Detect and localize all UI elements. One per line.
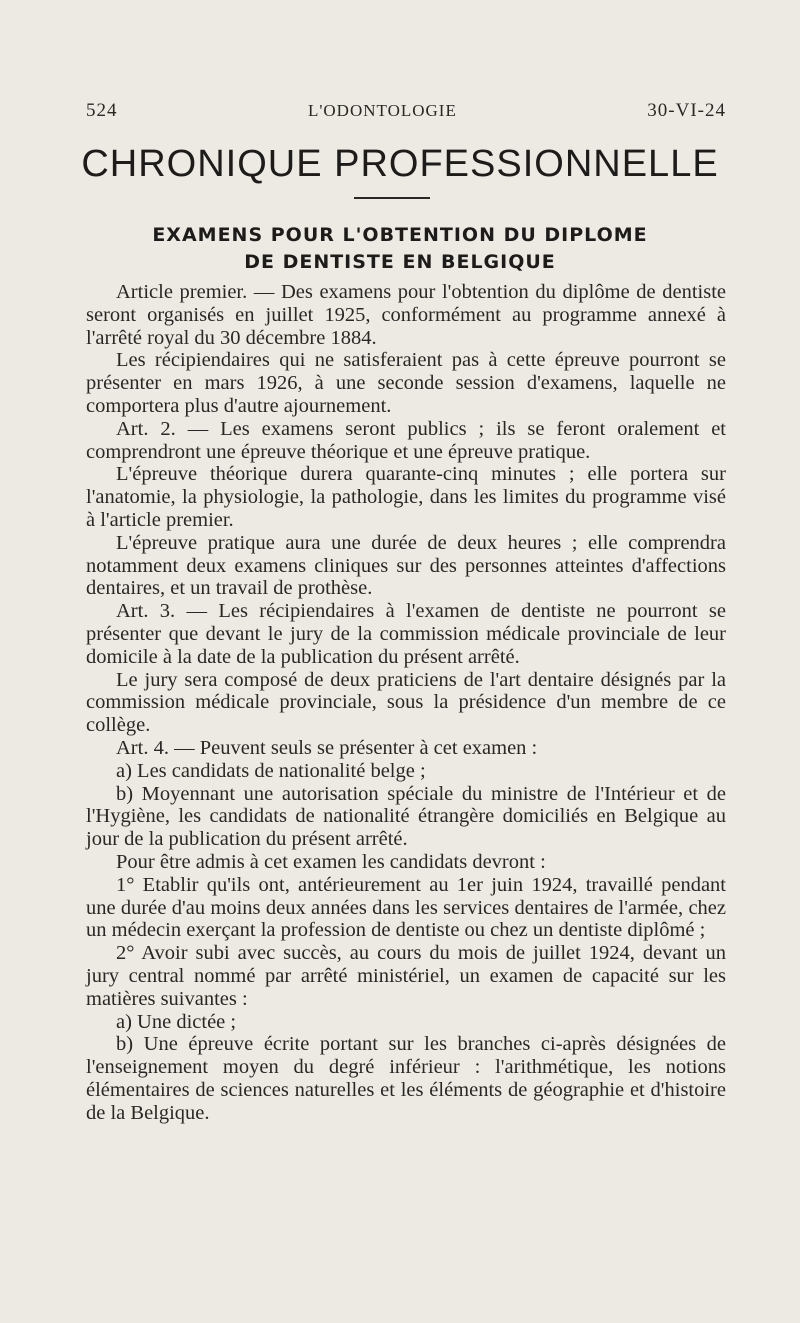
paragraph: L'épreuve pratique aura une durée de deux heures ; elle comprendra notamment deux examens cliniques sur des personnes atteintes d'affections dentaires, et un travail de prothèse. xyxy=(86,531,726,600)
paragraph: Art. 4. — Peuvent seuls se présenter à cet examen : xyxy=(116,736,538,759)
paragraph: 2° Avoir subi avec succès, au cours du mois de juillet 1924, devant un jury central nommé par arrêté ministériel, un examen de capacité sur les matières suivantes : xyxy=(86,942,726,1010)
paragraph: Art. 3. — Les récipiendaires à l'examen de dentiste ne pourront se présenter que devant le jury de la commission médicale provinciale de leur domicile à la date de la publication du présent arrêté. xyxy=(86,600,726,668)
issue-date: 30-VI-24 xyxy=(647,100,726,121)
page-number: 524 xyxy=(86,100,118,121)
title-divider xyxy=(354,197,430,199)
page-title: CHRONIQUE PROFESSIONNELLE xyxy=(81,143,719,185)
paragraph: 1° Etablir qu'ils ont, antérieurement au 1er juin 1924, travaillé pendant une durée d'au moins deux années dans les services dentaires de l'armée, chez un médecin exerçant la profession de dentiste ou chez un dentiste diplômé ; xyxy=(86,873,726,942)
section-heading-line-1: EXAMENS POUR L'OBTENTION DU DIPLOME xyxy=(152,224,648,246)
paragraph: a) Une dictée ; xyxy=(116,1010,237,1033)
paragraph: Art. 2. — Les examens seront publics ; ils se feront oralement et comprendront une épreuve théorique et une épreuve pratique. xyxy=(86,417,726,463)
paragraph: b) Une épreuve écrite portant sur les branches ci-après désignées de l'enseignement moyen du degré inférieur : l'arithmétique, les notions élémentaires de sciences naturelles et les éléments de géographie et d'histoire de la Belgique. xyxy=(86,1033,726,1124)
paragraph: Les récipiendaires qui ne satisferaient pas à cette épreuve pourront se présenter en mars 1926, à une seconde session d'examens, laquelle ne comportera plus d'autre ajournement. xyxy=(86,349,726,417)
paragraph: Article premier. — Des examens pour l'obtention du diplôme de dentiste seront organisés en juillet 1925, conformément au programme annexé à l'arrêté royal du 30 décembre 1884. xyxy=(86,281,726,349)
paragraph: a) Les candidats de nationalité belge ; xyxy=(116,759,426,782)
section-heading xyxy=(0,222,800,276)
paragraph: Pour être admis à cet examen les candidats devront : xyxy=(116,850,546,873)
article-body xyxy=(86,281,726,1124)
paragraph: Le jury sera composé de deux praticiens de l'art dentaire désignés par la commission médicale provinciale, sous la présidence d'un membre de ce collège. xyxy=(86,668,726,737)
running-head xyxy=(86,100,726,122)
section-heading-line-2: DE DENTISTE EN BELGIQUE xyxy=(244,251,556,273)
paragraph: b) Moyennant une autorisation spéciale du ministre de l'Intérieur et de l'Hygiène, les candidats de nationalité étrangère domiciliés en Belgique au jour de la publication du présent arrêté. xyxy=(86,782,726,851)
journal-title: L'ODONTOLOGIE xyxy=(307,101,457,120)
paragraph: L'épreuve théorique durera quarante-cinq minutes ; elle portera sur l'anatomie, la physiologie, la pathologie, dans les limites du programme visé à l'article premier. xyxy=(86,463,726,531)
